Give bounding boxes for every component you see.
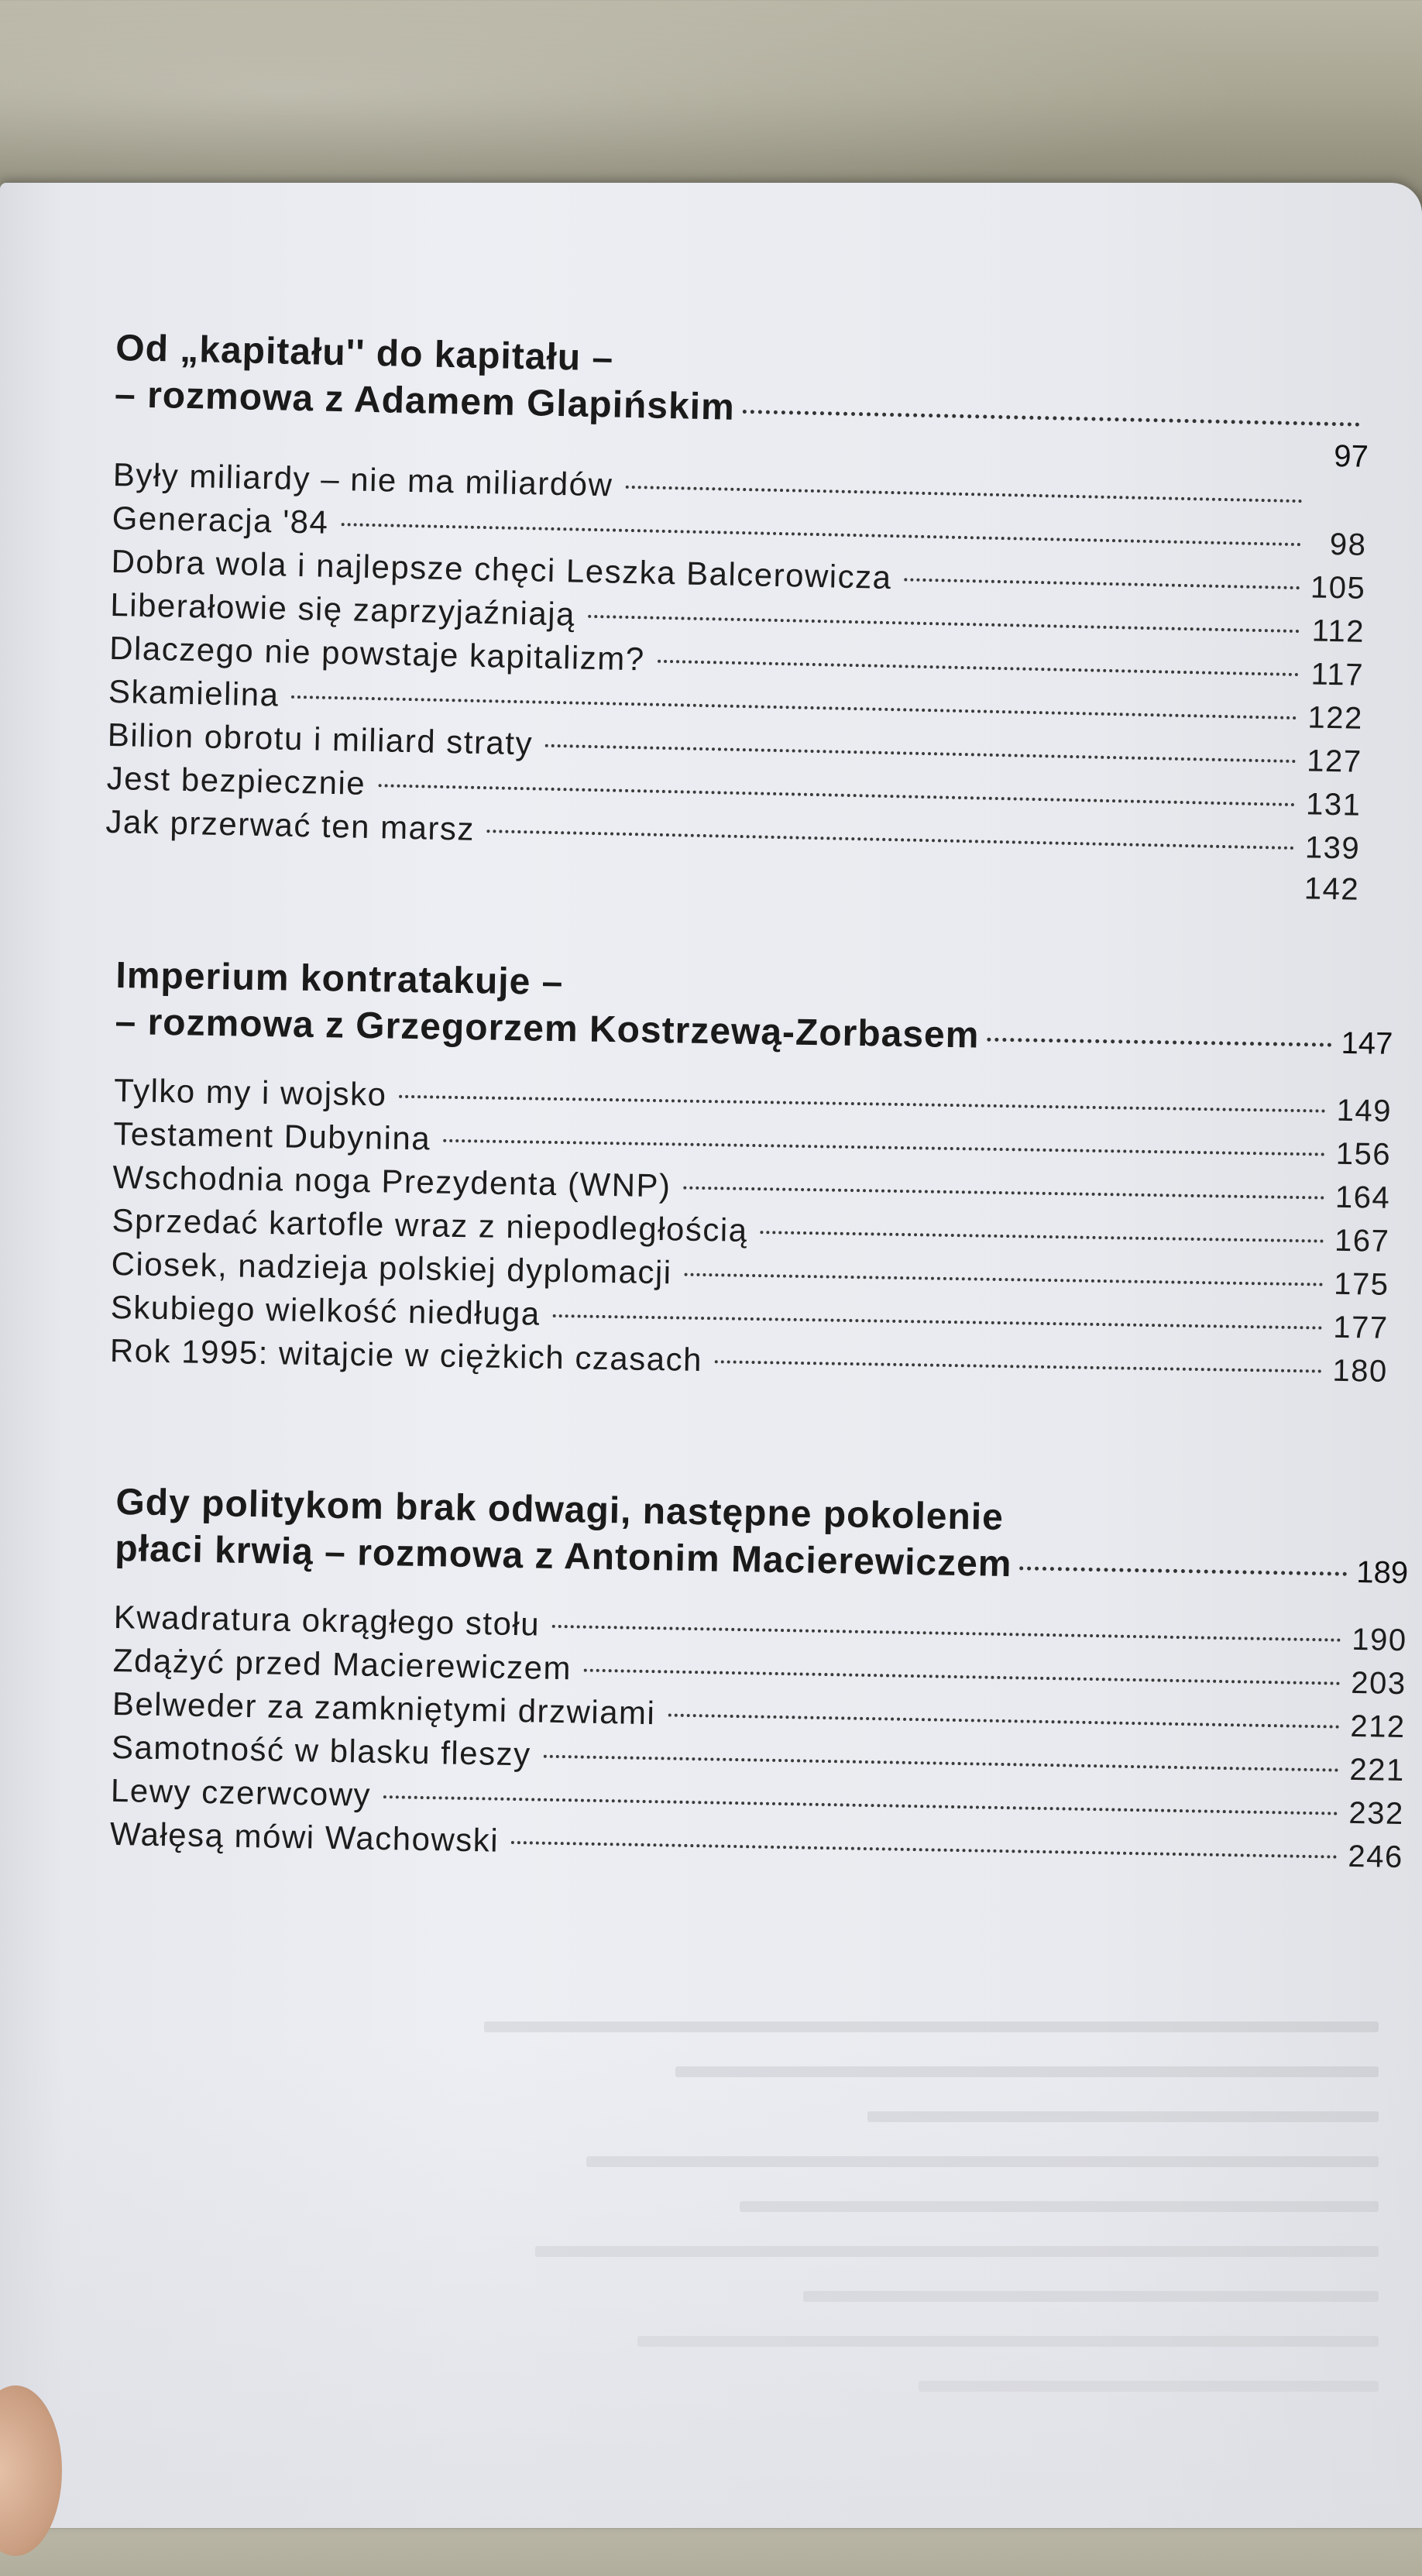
toc-entry-label: Belweder za zamkniętymi drzwiami bbox=[112, 1685, 656, 1732]
toc-section-glapinski bbox=[105, 325, 1371, 916]
dot-leader bbox=[383, 1795, 1338, 1815]
toc-entry-page: 139 bbox=[1304, 830, 1361, 866]
dot-leader bbox=[291, 696, 1297, 720]
dot-leader bbox=[685, 1273, 1324, 1286]
toc-entry-page: 142 bbox=[1304, 871, 1360, 907]
toc-entry-page: 212 bbox=[1350, 1709, 1407, 1745]
section-title-line1: Od „kapitału'' do kapitału – bbox=[115, 327, 614, 380]
section-page-number: 189 bbox=[1356, 1554, 1409, 1591]
dot-leader bbox=[715, 1360, 1322, 1372]
toc-entry-label: Kwadratura okrągłego stołu bbox=[113, 1598, 541, 1643]
toc-entry-page bbox=[1313, 510, 1367, 511]
dot-leader bbox=[511, 1841, 1338, 1859]
dot-leader bbox=[487, 829, 1294, 850]
dot-leader bbox=[443, 1139, 1325, 1156]
dot-leader bbox=[399, 1095, 1325, 1113]
dot-leader bbox=[544, 1755, 1339, 1772]
toc-entry-label: Były miliardy – nie ma miliardów bbox=[112, 455, 613, 503]
toc-entry-label: Skubiego wielkość niedługa bbox=[110, 1288, 541, 1332]
toc-entry-page: 156 bbox=[1335, 1136, 1392, 1172]
dot-leader bbox=[760, 1231, 1324, 1242]
toc-entry-page: 131 bbox=[1305, 787, 1362, 823]
toc-entry-page: 105 bbox=[1310, 570, 1366, 606]
dot-leader bbox=[625, 486, 1302, 503]
toc-entry-page: 246 bbox=[1348, 1839, 1404, 1875]
section-title-line2: – rozmowa z Adamem Glapińskim bbox=[114, 373, 736, 428]
toc-entry-label: Jest bezpiecznie bbox=[106, 759, 366, 802]
dot-leader bbox=[117, 866, 1293, 891]
toc-entry-label: Tylko my i wojsko bbox=[113, 1071, 387, 1113]
toc-entry-page: 175 bbox=[1333, 1266, 1389, 1302]
toc-entry-label: Dobra wola i najlepsze chęci Leszka Balcerowicza bbox=[111, 542, 893, 596]
dot-leader bbox=[552, 1625, 1341, 1642]
dot-leader bbox=[904, 578, 1300, 589]
dot-leader bbox=[584, 1669, 1340, 1685]
toc-entry-page: 232 bbox=[1348, 1795, 1405, 1832]
toc-entry-page: 221 bbox=[1349, 1752, 1406, 1788]
dot-leader bbox=[545, 744, 1296, 763]
toc-entry-label: Generacja '84 bbox=[112, 499, 329, 541]
dot-leader bbox=[553, 1314, 1323, 1330]
toc-entry-page: 98 bbox=[1329, 527, 1367, 562]
section-title-line1: Imperium kontratakuje – bbox=[115, 954, 564, 1004]
toc-section-kostrzewa-zorbas bbox=[109, 953, 1393, 1396]
dot-leader bbox=[987, 1038, 1331, 1047]
toc-entry-page: 122 bbox=[1307, 700, 1364, 736]
toc-entry-page: 190 bbox=[1351, 1622, 1408, 1658]
toc-entry-page: 177 bbox=[1333, 1310, 1389, 1345]
toc-entry-label: Lewy czerwcowy bbox=[110, 1771, 372, 1813]
toc-entry-page: 164 bbox=[1334, 1180, 1391, 1215]
dot-leader bbox=[378, 784, 1295, 806]
toc-entry-label: Ciosek, nadzieja polskiej dyplomacji bbox=[111, 1245, 672, 1291]
toc-entry-list bbox=[109, 1599, 1407, 1881]
toc-entry-label: Wałęsą mówi Wachowski bbox=[109, 1815, 500, 1859]
section-page-number: 97 bbox=[1333, 438, 1369, 474]
toc-entry-label: Liberałowie się zaprzyjaźniają bbox=[109, 586, 576, 633]
toc-entry-label: Zdążyć przed Macierewiczem bbox=[112, 1641, 572, 1687]
dot-leader bbox=[658, 660, 1299, 676]
toc-entry-page: 167 bbox=[1334, 1223, 1390, 1259]
toc-entry-page: 127 bbox=[1306, 744, 1363, 779]
toc-entry-label: Sprzedać kartofle wraz z niepodległością bbox=[112, 1201, 748, 1249]
dot-leader bbox=[341, 523, 1301, 546]
toc-entry-label: Rok 1995: witajcie w ciężkich czasach bbox=[109, 1331, 703, 1378]
section-title-line1: Gdy politykom brak odwagi, następne pokolenie bbox=[115, 1481, 1005, 1539]
toc-entry-list bbox=[105, 456, 1368, 916]
toc-entry-label: Bilion obrotu i miliard straty bbox=[107, 716, 534, 762]
toc-entry-label: Skamielina bbox=[108, 672, 280, 713]
toc-entry-page: 117 bbox=[1310, 657, 1365, 692]
toc-entry-page: 149 bbox=[1336, 1093, 1393, 1128]
dot-leader bbox=[668, 1713, 1339, 1728]
toc-entry-label: Dlaczego nie powstaje kapitalizm? bbox=[108, 629, 646, 678]
toc-entry-label: Samotność w blasku fleszy bbox=[111, 1728, 532, 1773]
toc-entry-list bbox=[109, 1072, 1392, 1396]
toc-entry-page: 203 bbox=[1351, 1665, 1407, 1702]
toc-section-macierewicz bbox=[109, 1479, 1409, 1881]
section-title-line2: płaci krwią – rozmowa z Antonim Macierewiczem bbox=[114, 1527, 1012, 1585]
dot-leader bbox=[1019, 1566, 1347, 1575]
toc-entry-page: 112 bbox=[1311, 613, 1365, 649]
toc-entry-label: Wschodnia noga Prezydenta (WNP) bbox=[112, 1158, 672, 1204]
toc-entry-label: Jak przerwać ten marsz bbox=[105, 802, 476, 847]
dot-leader bbox=[743, 410, 1360, 427]
toc-entry-page: 180 bbox=[1332, 1353, 1389, 1389]
section-page-number: 147 bbox=[1341, 1025, 1393, 1061]
section-title-line2: – rozmowa z Grzegorzem Kostrzewą-Zorbasem bbox=[115, 1001, 980, 1056]
toc-entry-label: Testament Dubynina bbox=[112, 1115, 431, 1157]
dot-leader bbox=[683, 1187, 1324, 1200]
dot-leader bbox=[588, 615, 1300, 633]
